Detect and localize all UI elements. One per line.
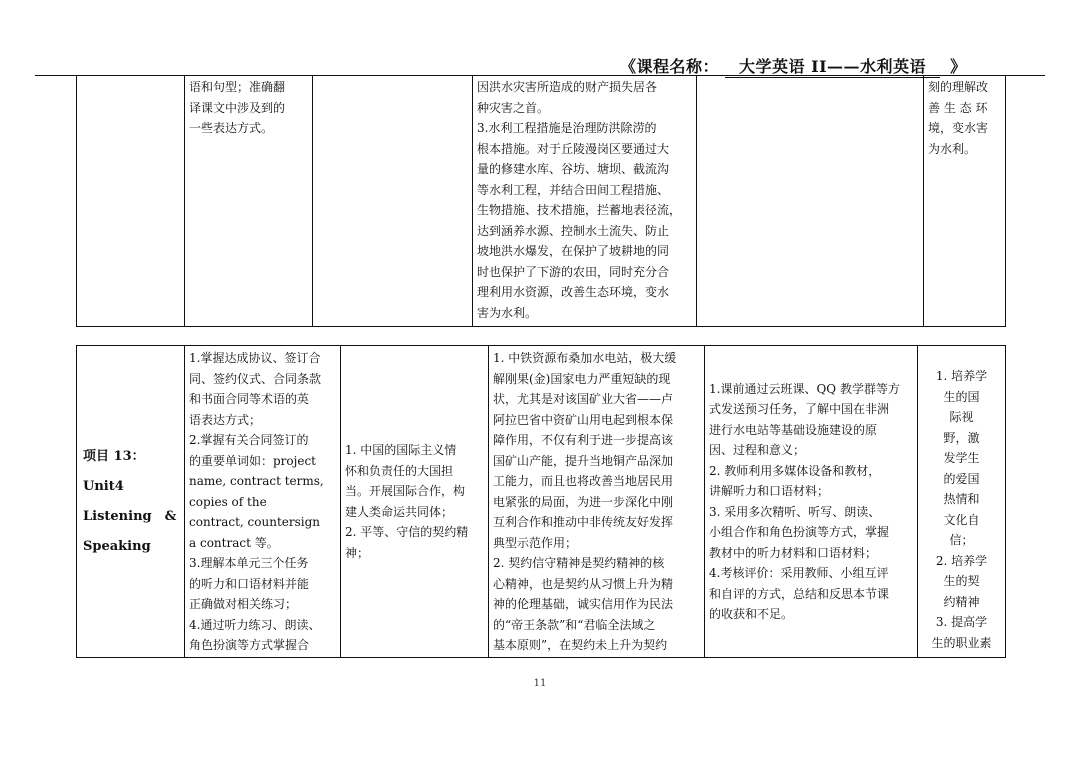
content-cell <box>489 346 705 658</box>
goal-text: 1. 培养学 生的国 际视 野，激 发学生 的爱国 热情和 文化自 信； 2. 培养学 生的契 约精神 3. 提高学 生的职业素 <box>931 369 992 650</box>
unit-label: Unit4 <box>83 478 124 494</box>
objective-text: 语和句型；准确翻 译课文中涉及到的 一些表达方式。 <box>189 80 286 135</box>
method-cell <box>705 346 918 658</box>
course-name: 大学英语 II——水利英语 <box>725 54 940 78</box>
objective-cell <box>185 346 341 658</box>
knowledge-cell <box>341 346 489 658</box>
content-cell <box>473 76 697 326</box>
knowledge-cell <box>313 76 473 326</box>
method-text: 1.课前通过云班课、QQ 教学群等方 式发送预习任务，了解中国在非洲 进行水电站等基础设施建设的原 因、过程和意义； 2. 教师利用多媒体设备和教材， 讲解听力和口语材料； 3. 采用多次精听、听写、朗读、 小组合作和角色扮演等方式，掌握 教材中的听力材料和口语材料； 4.考核评价：采用教师、小组互评 和自评的方式，总结和反思本节课 的收获和不足。 <box>709 381 900 621</box>
objective-cell <box>185 76 313 326</box>
part-label-2: Speaking <box>83 538 151 554</box>
project-cell <box>77 346 185 658</box>
project-label: 项目 13： <box>83 448 145 464</box>
course-title-prefix: 《课程名称： <box>620 57 720 76</box>
goal-cell <box>918 346 1006 658</box>
syllabus-table-project-13 <box>76 345 1006 658</box>
goal-cell <box>924 76 1006 326</box>
page-number: 11 <box>533 678 547 689</box>
course-title-suffix: 》 <box>950 57 967 76</box>
syllabus-table-continued <box>76 76 1006 327</box>
project-cell <box>77 76 185 326</box>
knowledge-text: 1. 中国的国际主义情 怀和负责任的大国担 当。开展国际合作，构 建人类命运共同体； 2. 平等、守信的契约精 神； <box>345 443 469 560</box>
table-bottom-rule <box>76 326 1005 327</box>
table-row <box>77 76 1006 326</box>
table-row <box>77 346 1006 658</box>
content-text: 因洪水灾害所造成的财产损失居各 种灾害之首。 3.水利工程措施是治理防洪除涝的 根本措施。对于丘陵漫岗区要通过大 量的修建水库、谷坊、塘坝、截流沟 等水利工程，并结合田间工程措施、 生物措施、技术措施，拦蓄地表径流， 达到涵养水源、控制水土流失、防止 坡地洪水爆发，在保护了坡耕地的同 时也保护了下游的农田，同时充分合 理利用水资源，改善生态环境，变水 害为水利。 <box>477 80 682 320</box>
goal-text: 刻的理解改 善 生 态 环 境，变水害 为水利。 <box>928 80 989 156</box>
method-cell <box>697 76 924 326</box>
part-label-1: Listening & <box>83 508 177 524</box>
content-text: 1. 中铁资源布桑加水电站，极大缓 解刚果(金)国家电力严重短缺的现 状，尤其是对该国矿业大省——卢 阿拉巴省中资矿山用电起到根本保 障作用，不仅有利于进一步提高该 国矿山产能，提升当地铜产品深加 工能力，而且也将改善当地居民用 电紧张的局面，为进一步深化中刚 互利合作和推动中非传统友好发挥 典型示范作用； 2. 契约信守精神是契约精神的核 心精神，也是契约从习惯上升为精 神的伦理基础，诚实信用作为民法 的“帝王条款”和“君临全法域之 基本原则”，在契约未上升为契约 <box>493 351 677 652</box>
objective-text: 1.掌握达成协议、签订合 同、签约仪式、合同条款 和书面合同等术语的英 语表达方式； 2.掌握有关合同签订的 的重要单词如：project name, contract terms, copies of the contract, countersign a contract 等。 3.理解本单元三个任务 的听力和口语材料并能 正确做对相关练习； 4.通过听力练习、朗读、 角色扮演等方式掌握合 <box>189 351 324 652</box>
